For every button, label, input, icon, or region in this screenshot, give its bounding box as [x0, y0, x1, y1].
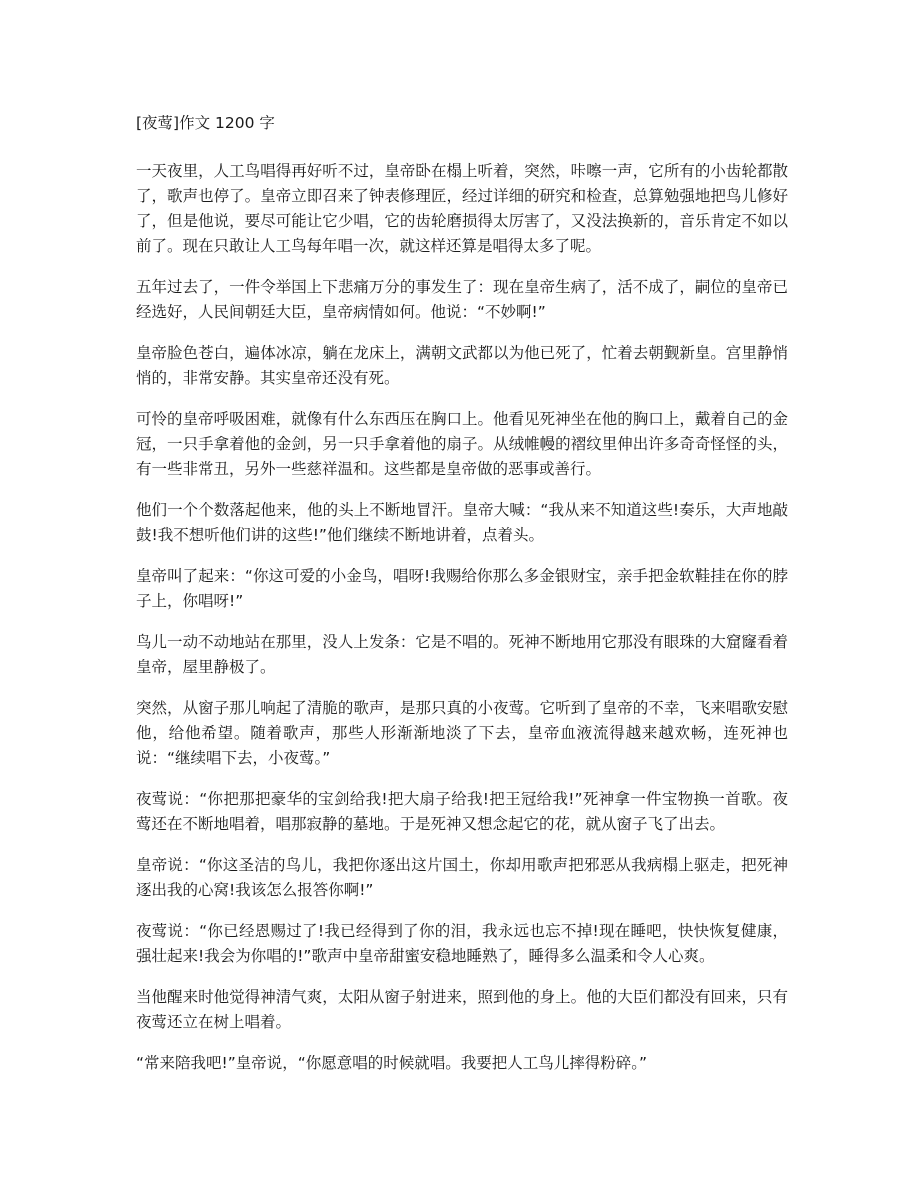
paragraph: 皇帝说：“你这圣洁的鸟儿，我把你逐出这片国土，你却用歌声把邪恶从我病榻上驱走，把死神逐出我的心窝!我该怎么报答你啊!” [136, 856, 788, 899]
paragraph: 五年过去了，一件令举国上下悲痛万分的事发生了：现在皇帝生病了，活不成了，嗣位的皇帝已经选好，人民间朝廷大臣，皇帝病情如何。他说：“不妙啊!” [136, 278, 788, 321]
paragraph: 突然，从窗子那儿响起了清脆的歌声，是那只真的小夜莺。它听到了皇帝的不幸，飞来唱歌安慰他，给他希望。随着歌声，那些人形渐渐地淡了下去，皇帝血液流得越来越欢畅，连死神也说：“继续唱下去，小夜莺。” [136, 699, 788, 767]
paragraph: 皇帝叫了起来：“你这可爱的小金鸟，唱呀!我赐给你那么多金银财宝，亲手把金软鞋挂在你的脖子上，你唱呀!” [136, 567, 788, 610]
document-title: [夜莺]作文 1200 字 [136, 114, 275, 132]
paragraph: 夜莺说：“你把那把豪华的宝剑给我!把大扇子给我!把王冠给我!”死神拿一件宝物换一首歌。夜莺还在不断地唱着，唱那寂静的墓地。于是死神又想念起它的花，就从窗子飞了出去。 [136, 790, 788, 833]
document-body [136, 111, 788, 1092]
paragraph: “常来陪我吧!”皇帝说，“你愿意唱的时候就唱。我要把人工鸟儿摔得粉碎。” [136, 1054, 648, 1072]
paragraph: 一天夜里，人工鸟唱得再好听不过，皇帝卧在榻上听着，突然，咔嚓一声，它所有的小齿轮都散了，歌声也停了。皇帝立即召来了钟表修理匠，经过详细的研究和检查，总算勉强地把鸟儿修好了，但是他说，要尽可能让它少唱，它的齿轮磨损得太厉害了，又没法换新的，音乐肯定不如以前了。现在只敢让人工鸟每年唱一次，就这样还算是唱得太多了呢。 [136, 162, 788, 255]
paragraph: 鸟儿一动不动地站在那里，没人上发条：它是不唱的。死神不断地用它那没有眼珠的大窟窿看着皇帝，屋里静极了。 [136, 633, 788, 676]
paragraph: 当他醒来时他觉得神清气爽，太阳从窗子射进来，照到他的身上。他的大臣们都没有回来，只有夜莺还立在树上唱着。 [136, 988, 788, 1031]
paragraph: 他们一个个数落起他来，他的头上不断地冒汗。皇帝大喊：“我从来不知道这些!奏乐，大声地敲鼓!我不想听他们讲的这些!”他们继续不断地讲着，点着头。 [136, 501, 788, 544]
paragraph: 可怜的皇帝呼吸困难，就像有什么东西压在胸口上。他看见死神坐在他的胸口上，戴着自己的金冠，一只手拿着他的金剑，另一只手拿着他的扇子。从绒帷幔的褶纹里伸出许多奇奇怪怪的头，有一些非常丑，另外一些慈祥温和。这些都是皇帝做的恶事或善行。 [136, 410, 788, 478]
paragraph: 皇帝脸色苍白，遍体冰凉，躺在龙床上，满朝文武都以为他已死了，忙着去朝觐新皇。宫里静悄悄的，非常安静。其实皇帝还没有死。 [136, 344, 788, 387]
paragraph: 夜莺说：“你已经恩赐过了!我已经得到了你的泪，我永远也忘不掉!现在睡吧，快快恢复健康，强壮起来!我会为你唱的!”歌声中皇帝甜蜜安稳地睡熟了，睡得多么温柔和令人心爽。 [136, 922, 788, 965]
